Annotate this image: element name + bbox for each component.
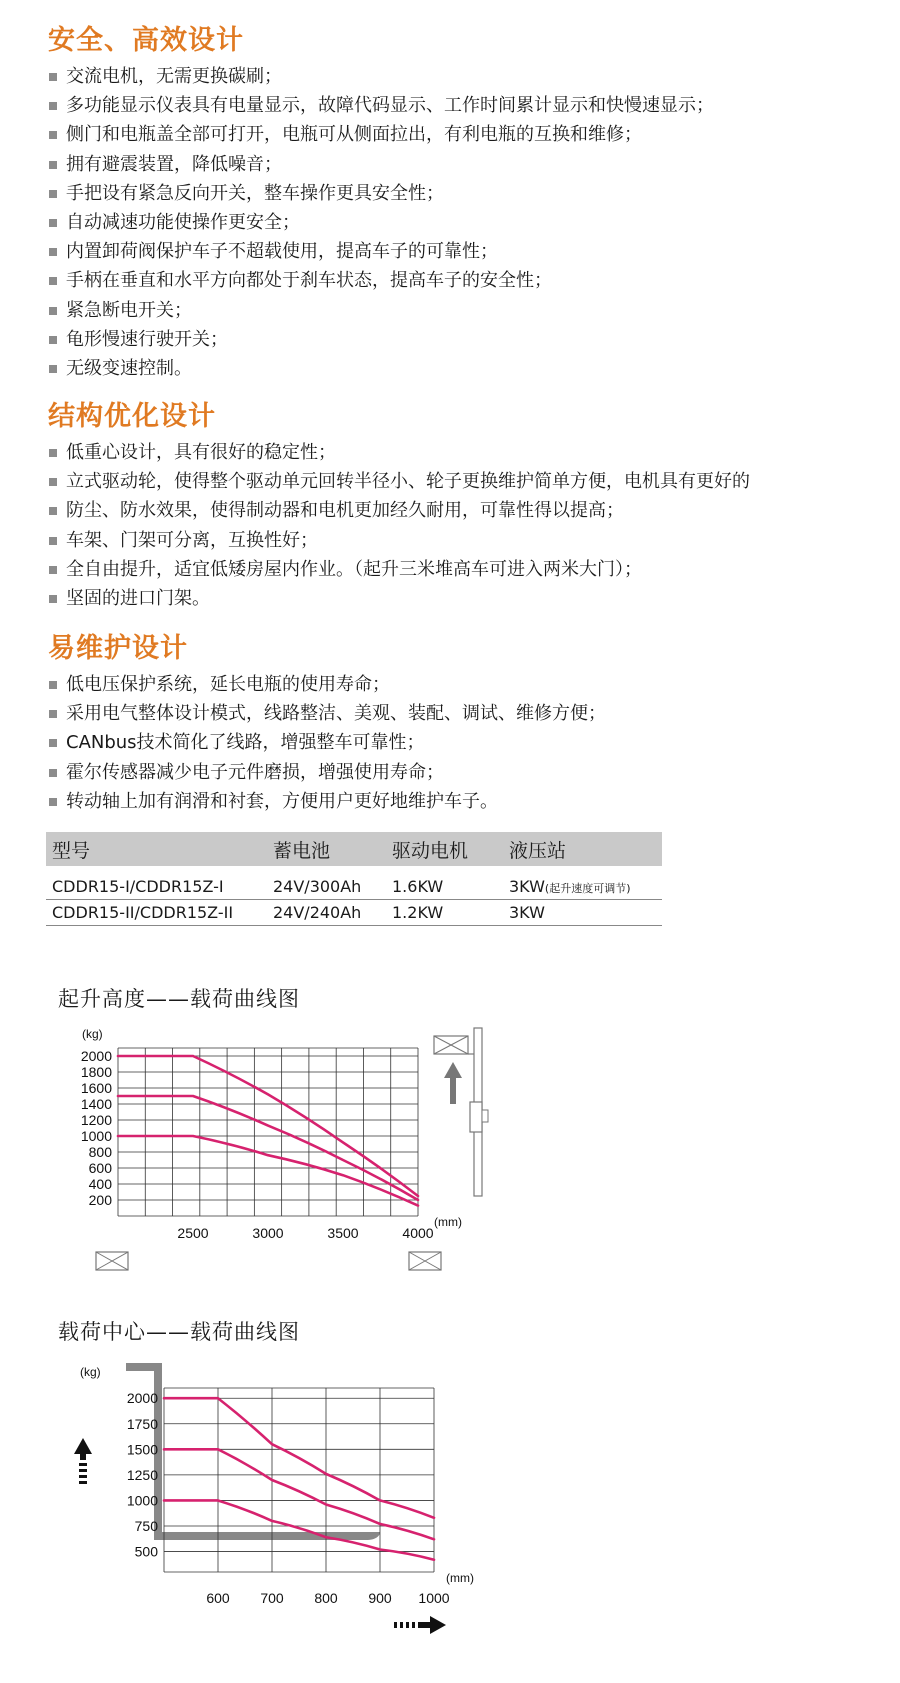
y-tick-label: 1000 xyxy=(80,1128,112,1144)
right-arrow-icon xyxy=(394,1616,446,1634)
bullet-square-icon xyxy=(49,219,57,227)
table-cell-motor: 1.6KW xyxy=(386,866,503,900)
y-tick-label: 1600 xyxy=(80,1080,112,1096)
x-tick-label: 1000 xyxy=(418,1590,450,1606)
x-tick-label: 600 xyxy=(206,1590,230,1606)
load-center-load-chart xyxy=(0,1360,520,1660)
list-item: 侧门和电瓶盖全部可打开，电瓶可从侧面拉出，有利电瓶的互换和维修； xyxy=(48,120,868,149)
section-title: 结构优化设计 xyxy=(48,401,216,432)
list-item: 手柄在垂直和水平方向都处于刹车状态，提高车子的安全性； xyxy=(48,266,868,295)
bullet-square-icon xyxy=(49,769,57,777)
pallet-left-icon xyxy=(96,1252,128,1270)
table-cell-battery: 24V/300Ah xyxy=(267,866,386,900)
list-item: 低电压保护系统，延长电瓶的使用寿命； xyxy=(48,670,868,699)
list-item: 无级变速控制。 xyxy=(48,354,868,383)
series-line-1500 xyxy=(118,1096,418,1200)
pump-note: (起升速度可调节) xyxy=(544,882,631,895)
pallet-right-icon xyxy=(409,1252,441,1270)
section-maintenance xyxy=(48,632,868,816)
chart-grid xyxy=(118,1048,418,1216)
table-header: 驱动电机 xyxy=(386,832,503,866)
feature-list xyxy=(48,670,868,816)
section-title: 安全、高效设计 xyxy=(48,25,244,56)
table-header-row xyxy=(46,832,662,866)
list-item: 全自由提升，适宜低矮房屋内作业。（起升三米堆高车可进入两米大门）； xyxy=(48,555,868,584)
bullet-square-icon xyxy=(49,739,57,747)
list-item: 多功能显示仪表具有电量显示，故障代码显示、工作时间累计显示和快慢速显示； xyxy=(48,91,868,120)
table-row xyxy=(46,900,662,926)
table-cell-pump: 3KW(起升速度可调节) xyxy=(503,866,662,900)
y-axis-unit: (kg) xyxy=(80,1365,101,1379)
chart2-title: 载荷中心——载荷曲线图 xyxy=(58,1320,300,1344)
bullet-square-icon xyxy=(49,73,57,81)
list-item: 龟形慢速行驶开关； xyxy=(48,325,868,354)
y-axis-unit: (kg) xyxy=(82,1027,103,1041)
bullet-square-icon xyxy=(49,365,57,373)
y-tick-label: 2000 xyxy=(126,1390,158,1407)
bullet-square-icon xyxy=(49,248,57,256)
y-tick-label: 1400 xyxy=(80,1096,112,1112)
y-tick-label: 800 xyxy=(88,1144,112,1160)
x-axis-unit: (mm) xyxy=(446,1571,474,1585)
list-item: 自动减速功能使操作更安全； xyxy=(48,208,868,237)
bullet-square-icon xyxy=(49,131,57,139)
y-tick-label: 1800 xyxy=(80,1064,112,1080)
up-arrow-icon xyxy=(74,1438,92,1484)
y-tick-label: 1250 xyxy=(126,1466,158,1483)
table-header: 液压站 xyxy=(503,832,662,866)
list-item: 紧急断电开关； xyxy=(48,296,868,325)
series-line-1000 xyxy=(164,1500,434,1559)
section-safety xyxy=(48,24,868,383)
spec-table xyxy=(46,832,662,926)
x-tick-label: 700 xyxy=(260,1590,284,1606)
y-tick-label: 2000 xyxy=(80,1048,112,1064)
feature-list xyxy=(48,438,868,613)
table-cell-battery: 24V/240Ah xyxy=(267,900,386,926)
chart-grid xyxy=(164,1388,434,1572)
section-structure xyxy=(48,400,868,613)
series-line-1000 xyxy=(118,1136,418,1206)
bullet-square-icon xyxy=(49,102,57,110)
mast-icon xyxy=(434,1028,488,1196)
list-item: 拥有避震装置，降低噪音； xyxy=(48,150,868,179)
table-cell-model: CDDR15-I/CDDR15Z-I xyxy=(46,866,267,900)
chart1-title: 起升高度——载荷曲线图 xyxy=(58,987,300,1011)
table-header: 型号 xyxy=(46,832,267,866)
x-tick-label: 900 xyxy=(368,1590,392,1606)
x-tick-label: 2500 xyxy=(177,1225,209,1241)
bullet-square-icon xyxy=(49,161,57,169)
table-header: 蓄电池 xyxy=(267,832,386,866)
bullet-square-icon xyxy=(49,336,57,344)
y-tick-label: 1200 xyxy=(80,1112,112,1128)
y-tick-label: 600 xyxy=(88,1160,112,1176)
lift-arrow-icon xyxy=(444,1062,462,1104)
x-tick-label: 3000 xyxy=(252,1225,284,1241)
list-item: CANbus技术简化了线路，增强整车可靠性； xyxy=(48,728,868,757)
table-cell-model: CDDR15-II/CDDR15Z-II xyxy=(46,900,267,926)
y-tick-label: 500 xyxy=(134,1543,158,1560)
table-row xyxy=(46,866,662,900)
table-cell-pump: 3KW xyxy=(503,900,662,926)
x-tick-label: 800 xyxy=(314,1590,338,1606)
section-title: 易维护设计 xyxy=(48,633,188,664)
lift-height-load-chart xyxy=(0,1020,520,1300)
bullet-square-icon xyxy=(49,710,57,718)
y-tick-label: 1000 xyxy=(126,1492,158,1509)
chart-series xyxy=(118,1056,418,1206)
chart-ticks xyxy=(81,1048,434,1241)
bullet-square-icon xyxy=(49,449,57,457)
bullet-square-icon xyxy=(49,478,57,486)
list-item: 防尘、防水效果，使得制动器和电机更加经久耐用，可靠性得以提高； xyxy=(48,496,868,525)
bullet-square-icon xyxy=(49,798,57,806)
table-cell-motor: 1.2KW xyxy=(386,900,503,926)
bullet-square-icon xyxy=(49,307,57,315)
y-tick-label: 1750 xyxy=(126,1415,158,1432)
list-item: 转动轴上加有润滑和衬套，方便用户更好地维护车子。 xyxy=(48,787,868,816)
list-item: 立式驱动轮，使得整个驱动单元回转半径小、轮子更换维护简单方便，电机具有更好的 xyxy=(48,467,868,496)
chart-ticks xyxy=(127,1390,450,1606)
bullet-square-icon xyxy=(49,277,57,285)
bullet-square-icon xyxy=(49,507,57,515)
bullet-square-icon xyxy=(49,190,57,198)
y-tick-label: 750 xyxy=(134,1518,158,1534)
y-tick-label: 1500 xyxy=(126,1441,158,1458)
list-item: 坚固的进口门架。 xyxy=(48,584,868,613)
list-item: 内置卸荷阀保护车子不超载使用，提高车子的可靠性； xyxy=(48,237,868,266)
x-tick-label: 4000 xyxy=(402,1225,434,1241)
x-axis-unit: (mm) xyxy=(434,1215,462,1229)
bullet-square-icon xyxy=(49,566,57,574)
feature-list xyxy=(48,62,868,383)
y-tick-label: 400 xyxy=(88,1176,112,1192)
list-item: 霍尔传感器减少电子元件磨损，增强使用寿命； xyxy=(48,758,868,787)
bullet-square-icon xyxy=(49,681,57,689)
bullet-square-icon xyxy=(49,537,57,545)
list-item: 采用电气整体设计模式，线路整洁、美观、装配、调试、维修方便； xyxy=(48,699,868,728)
list-item: 交流电机，无需更换碳刷； xyxy=(48,62,868,91)
bullet-square-icon xyxy=(49,595,57,603)
list-item: 车架、门架可分离，互换性好； xyxy=(48,526,868,555)
list-item: 手把设有紧急反向开关，整车操作更具安全性； xyxy=(48,179,868,208)
y-tick-label: 200 xyxy=(88,1192,112,1208)
list-item: 低重心设计，具有很好的稳定性； xyxy=(48,438,868,467)
x-tick-label: 3500 xyxy=(327,1225,359,1241)
